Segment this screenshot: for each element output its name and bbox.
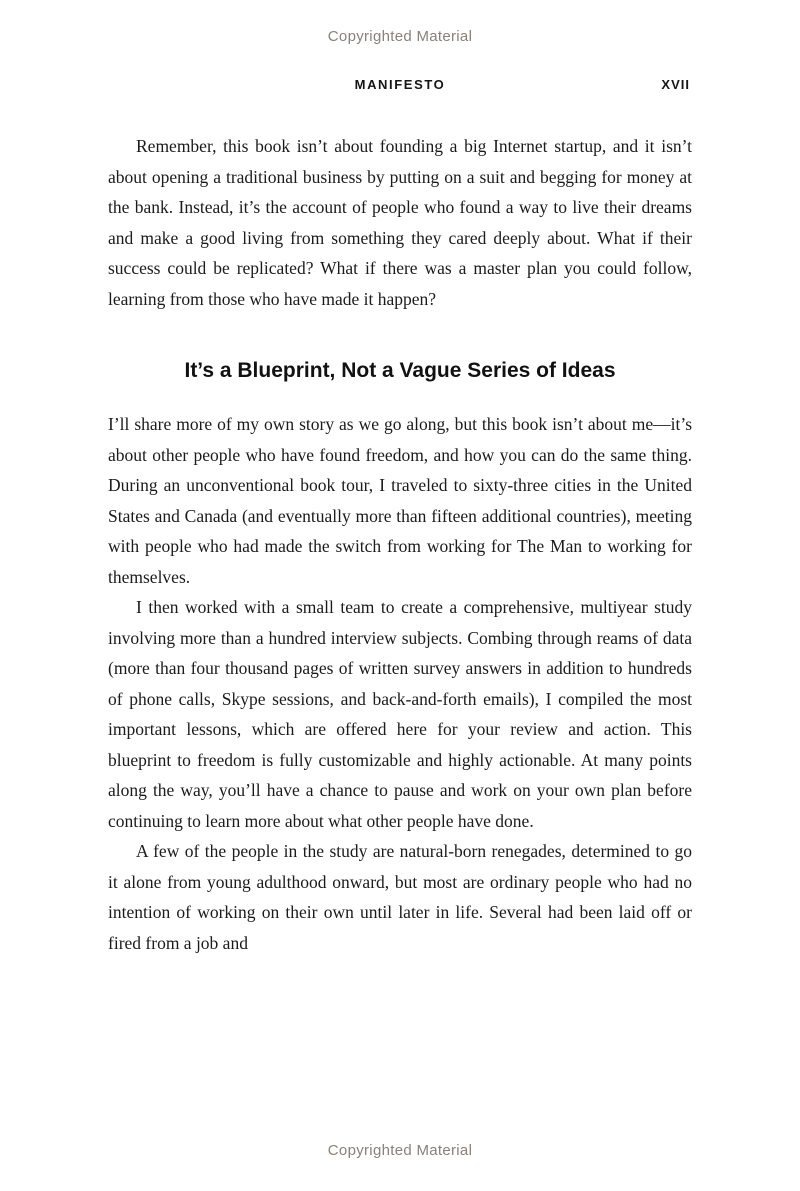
- copyright-notice-bottom: Copyrighted Material: [327, 1142, 473, 1159]
- running-header: [0, 77, 800, 95]
- page-number: XVII: [661, 77, 690, 92]
- paragraph: A few of the people in the study are natural-born renegades, determined to go it alone from young adulthood onward, but most are ordinary people who had no intention of working on their own until later in life. Several had been laid off or fired from a job and: [108, 841, 692, 953]
- running-header-title: MANIFESTO: [354, 77, 446, 92]
- page-content: [108, 131, 692, 958]
- paragraph: I then worked with a small team to create a comprehensive, multiyear study involving more than a hundred interview subjects. Combing through reams of data (more than four thousand pages of written survey answers in addition to hundreds of phone calls, Skype sessions, and back-and-forth emails), I compiled the most important lessons, which are offered here for your review and action. This blueprint to freedom is fully customizable and highly actionable. At many points along the way, you’ll have a chance to pause and work on your own plan before continuing to learn more about what other people have done.: [108, 597, 692, 831]
- section-heading: It’s a Blueprint, Not a Vague Series of Ideas: [184, 359, 616, 382]
- paragraph: I’ll share more of my own story as we go along, but this book isn’t about me—it’s about other people who have found freedom, and how you can do the same thing. During an unconventional book tour, I traveled to sixty-three cities in the United States and Canada (and eventually more than fifteen additional countries), meeting with people who had made the switch from working for The Man to working for themselves.: [108, 414, 692, 587]
- paragraph: Remember, this book isn’t about founding a big Internet startup, and it isn’t about opening a traditional business by putting on a suit and begging for money at the bank. Instead, it’s the account of people who found a way to live their dreams and make a good living from something they cared deeply about. What if their success could be replicated? What if there was a master plan you could follow, learning from those who have made it happen?: [108, 136, 692, 309]
- copyright-notice-top: Copyrighted Material: [327, 28, 473, 45]
